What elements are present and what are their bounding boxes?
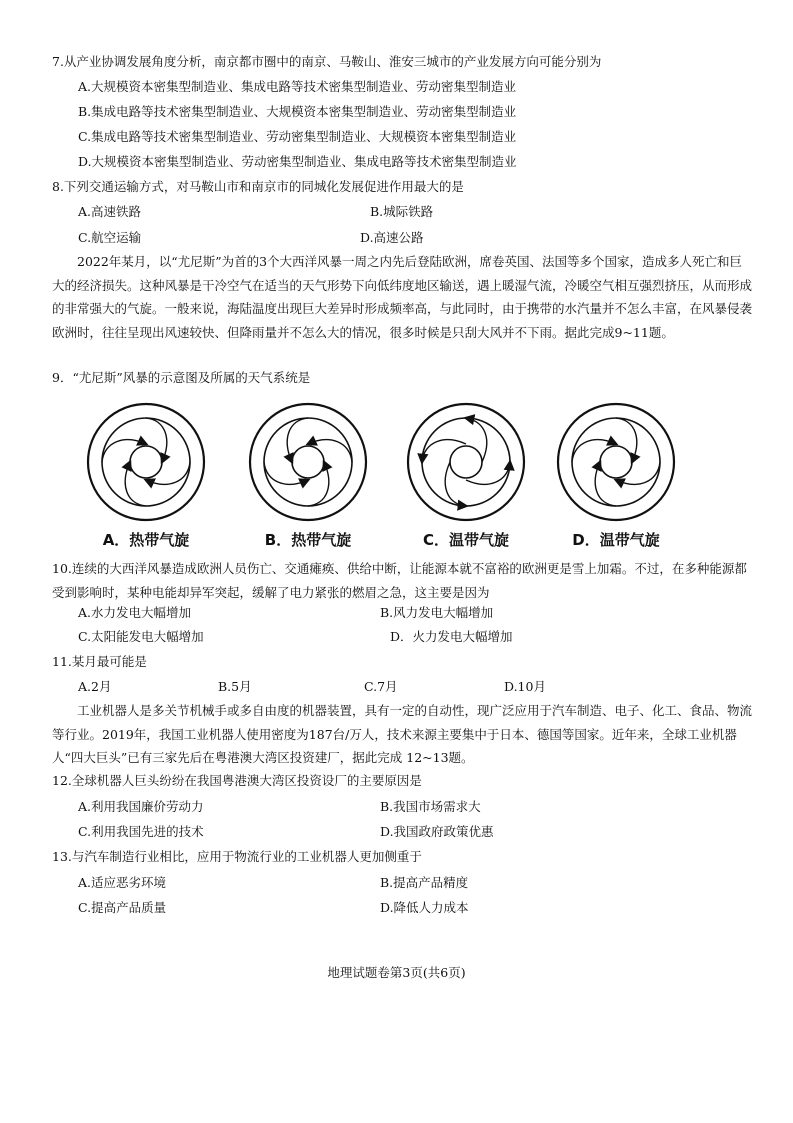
q7-option-c: C.集成电路等技术密集型制造业、劳动密集型制造业、大规模资本密集型制造业: [78, 129, 517, 144]
q11-option-b: B.5月: [218, 679, 252, 694]
q7-option-a: A.大规模资本密集型制造业、集成电路等技术密集型制造业、劳动密集型制造业: [78, 79, 517, 94]
passage-robots: 工业机器人是多关节机械手或多自由度的机器装置，具有一定的自动性，现广泛应用于汽车制造、电子、化工、食品、物流等行业。2019年，我国工业机器人使用密度为187台/万人，技术来源主要集中于日本、德国等国家。近年来，全球工业机器人“四大巨头”已有三家先后在粤港澳大湾区投资建厂，据此完成 12~13题。: [52, 703, 753, 765]
q12-option-c: C.利用我国先进的技术: [78, 824, 204, 839]
q10-options-row2: [78, 629, 738, 645]
diagram-c-label: C．温带气旋: [422, 531, 509, 549]
q13-option-a: A.适应恶劣环境: [78, 875, 167, 890]
cyclone-diagram-b: [238, 400, 378, 530]
q8-option-a: A.高速铁路: [78, 204, 142, 219]
diagram-b-label: B．热带气旋: [264, 531, 352, 549]
q7-option-d: D.大规模资本密集型制造业、劳动密集型制造业、集成电路等技术密集型制造业: [78, 154, 517, 169]
cyclone-diagrams: [76, 400, 716, 560]
diagram-d-label: D．温带气旋: [572, 531, 660, 549]
q13-option-c: C.提高产品质量: [78, 900, 167, 915]
q8-options-row1: [78, 204, 738, 220]
diagram-d: [546, 400, 686, 560]
q10-option-a: A.水力发电大幅增加: [78, 605, 192, 620]
diagram-b: [238, 400, 378, 560]
q10-stem: 10.连续的大西洋风暴造成欧洲人员伤亡、交通瘫痪、供给中断，让能源本就不富裕的欧洲更是雪上加霜。不过，在多种能源都受到影响时，某种电能却异军突起，缓解了电力紧张的燃眉之急，这主要是因为: [52, 561, 747, 600]
cyclone-diagram-d: [546, 400, 686, 530]
q11-option-d: D.10月: [504, 679, 546, 694]
diagram-a-label: A．热带气旋: [102, 531, 190, 549]
q12-options-row2: [78, 824, 738, 840]
q12-option-b: B.我国市场需求大: [380, 799, 481, 814]
q11-option-c: C.7月: [364, 679, 398, 694]
q11-stem: 11.某月最可能是: [52, 654, 147, 669]
diagram-a: [76, 400, 216, 560]
q8-option-c: C.航空运输: [78, 230, 142, 245]
q10-option-c: C.太阳能发电大幅增加: [78, 629, 204, 644]
q13-stem: 13.与汽车制造行业相比，应用于物流行业的工业机器人更加侧重于: [52, 849, 422, 864]
q7-stem: 7.从产业协调发展角度分析，南京都市圈中的南京、马鞍山、淮安三城市的产业发展方向可能分别为: [52, 54, 602, 69]
q10-option-b: B.风力发电大幅增加: [380, 605, 494, 620]
q10-options-row1: [78, 605, 738, 621]
q10-option-d: D．火力发电大幅增加: [390, 629, 513, 644]
q8-option-d: D.高速公路: [360, 230, 424, 245]
q12-options-row1: [78, 799, 738, 815]
cyclone-diagram-a: [76, 400, 216, 530]
q12-option-d: D.我国政府政策优惠: [380, 824, 494, 839]
page-footer: 地理试题卷第3页(共6页): [327, 965, 466, 980]
q8-option-b: B.城际铁路: [370, 204, 434, 219]
q11-options-row: [78, 679, 738, 695]
q13-options-row2: [78, 900, 738, 916]
q13-options-row1: [78, 875, 738, 891]
cyclone-diagram-c: [396, 400, 536, 530]
q12-stem: 12.全球机器人巨头纷纷在我国粤港澳大湾区投资设厂的主要原因是: [52, 773, 422, 788]
q7-option-b: B.集成电路等技术密集型制造业、大规模资本密集型制造业、劳动密集型制造业: [78, 104, 517, 119]
passage-storm: 2022年某月，以“尤尼斯”为首的3个大西洋风暴一周之内先后登陆欧洲，席卷英国、法国等多个国家，造成多人死亡和巨大的经济损失。这种风暴是干冷空气在适当的天气形势下向低纬度地区输送，遇上暖湿气流，冷暖空气相互强烈挤压，从而形成的非常强大的气旋。一般来说，海陆温度出现巨大差异时形成频率高，与此同时，由于携带的水汽量并不怎么丰富，在风暴侵袭欧洲时，往往呈现出风速较快、但降雨量并不怎么大的情况，很多时候是只刮大风并不下雨。据此完成9~11题。: [52, 254, 753, 340]
q12-option-a: A.利用我国廉价劳动力: [78, 799, 204, 814]
q8-options-row2: [78, 230, 738, 246]
q13-option-d: D.降低人力成本: [380, 900, 469, 915]
q8-stem: 8.下列交通运输方式，对马鞍山市和南京市的同城化发展促进作用最大的是: [52, 179, 464, 194]
q9-stem: 9．“尤尼斯”风暴的示意图及所属的天气系统是: [52, 370, 311, 385]
q13-option-b: B.提高产品精度: [380, 875, 469, 890]
q11-option-a: A.2月: [78, 679, 112, 694]
diagram-c: [396, 400, 536, 560]
